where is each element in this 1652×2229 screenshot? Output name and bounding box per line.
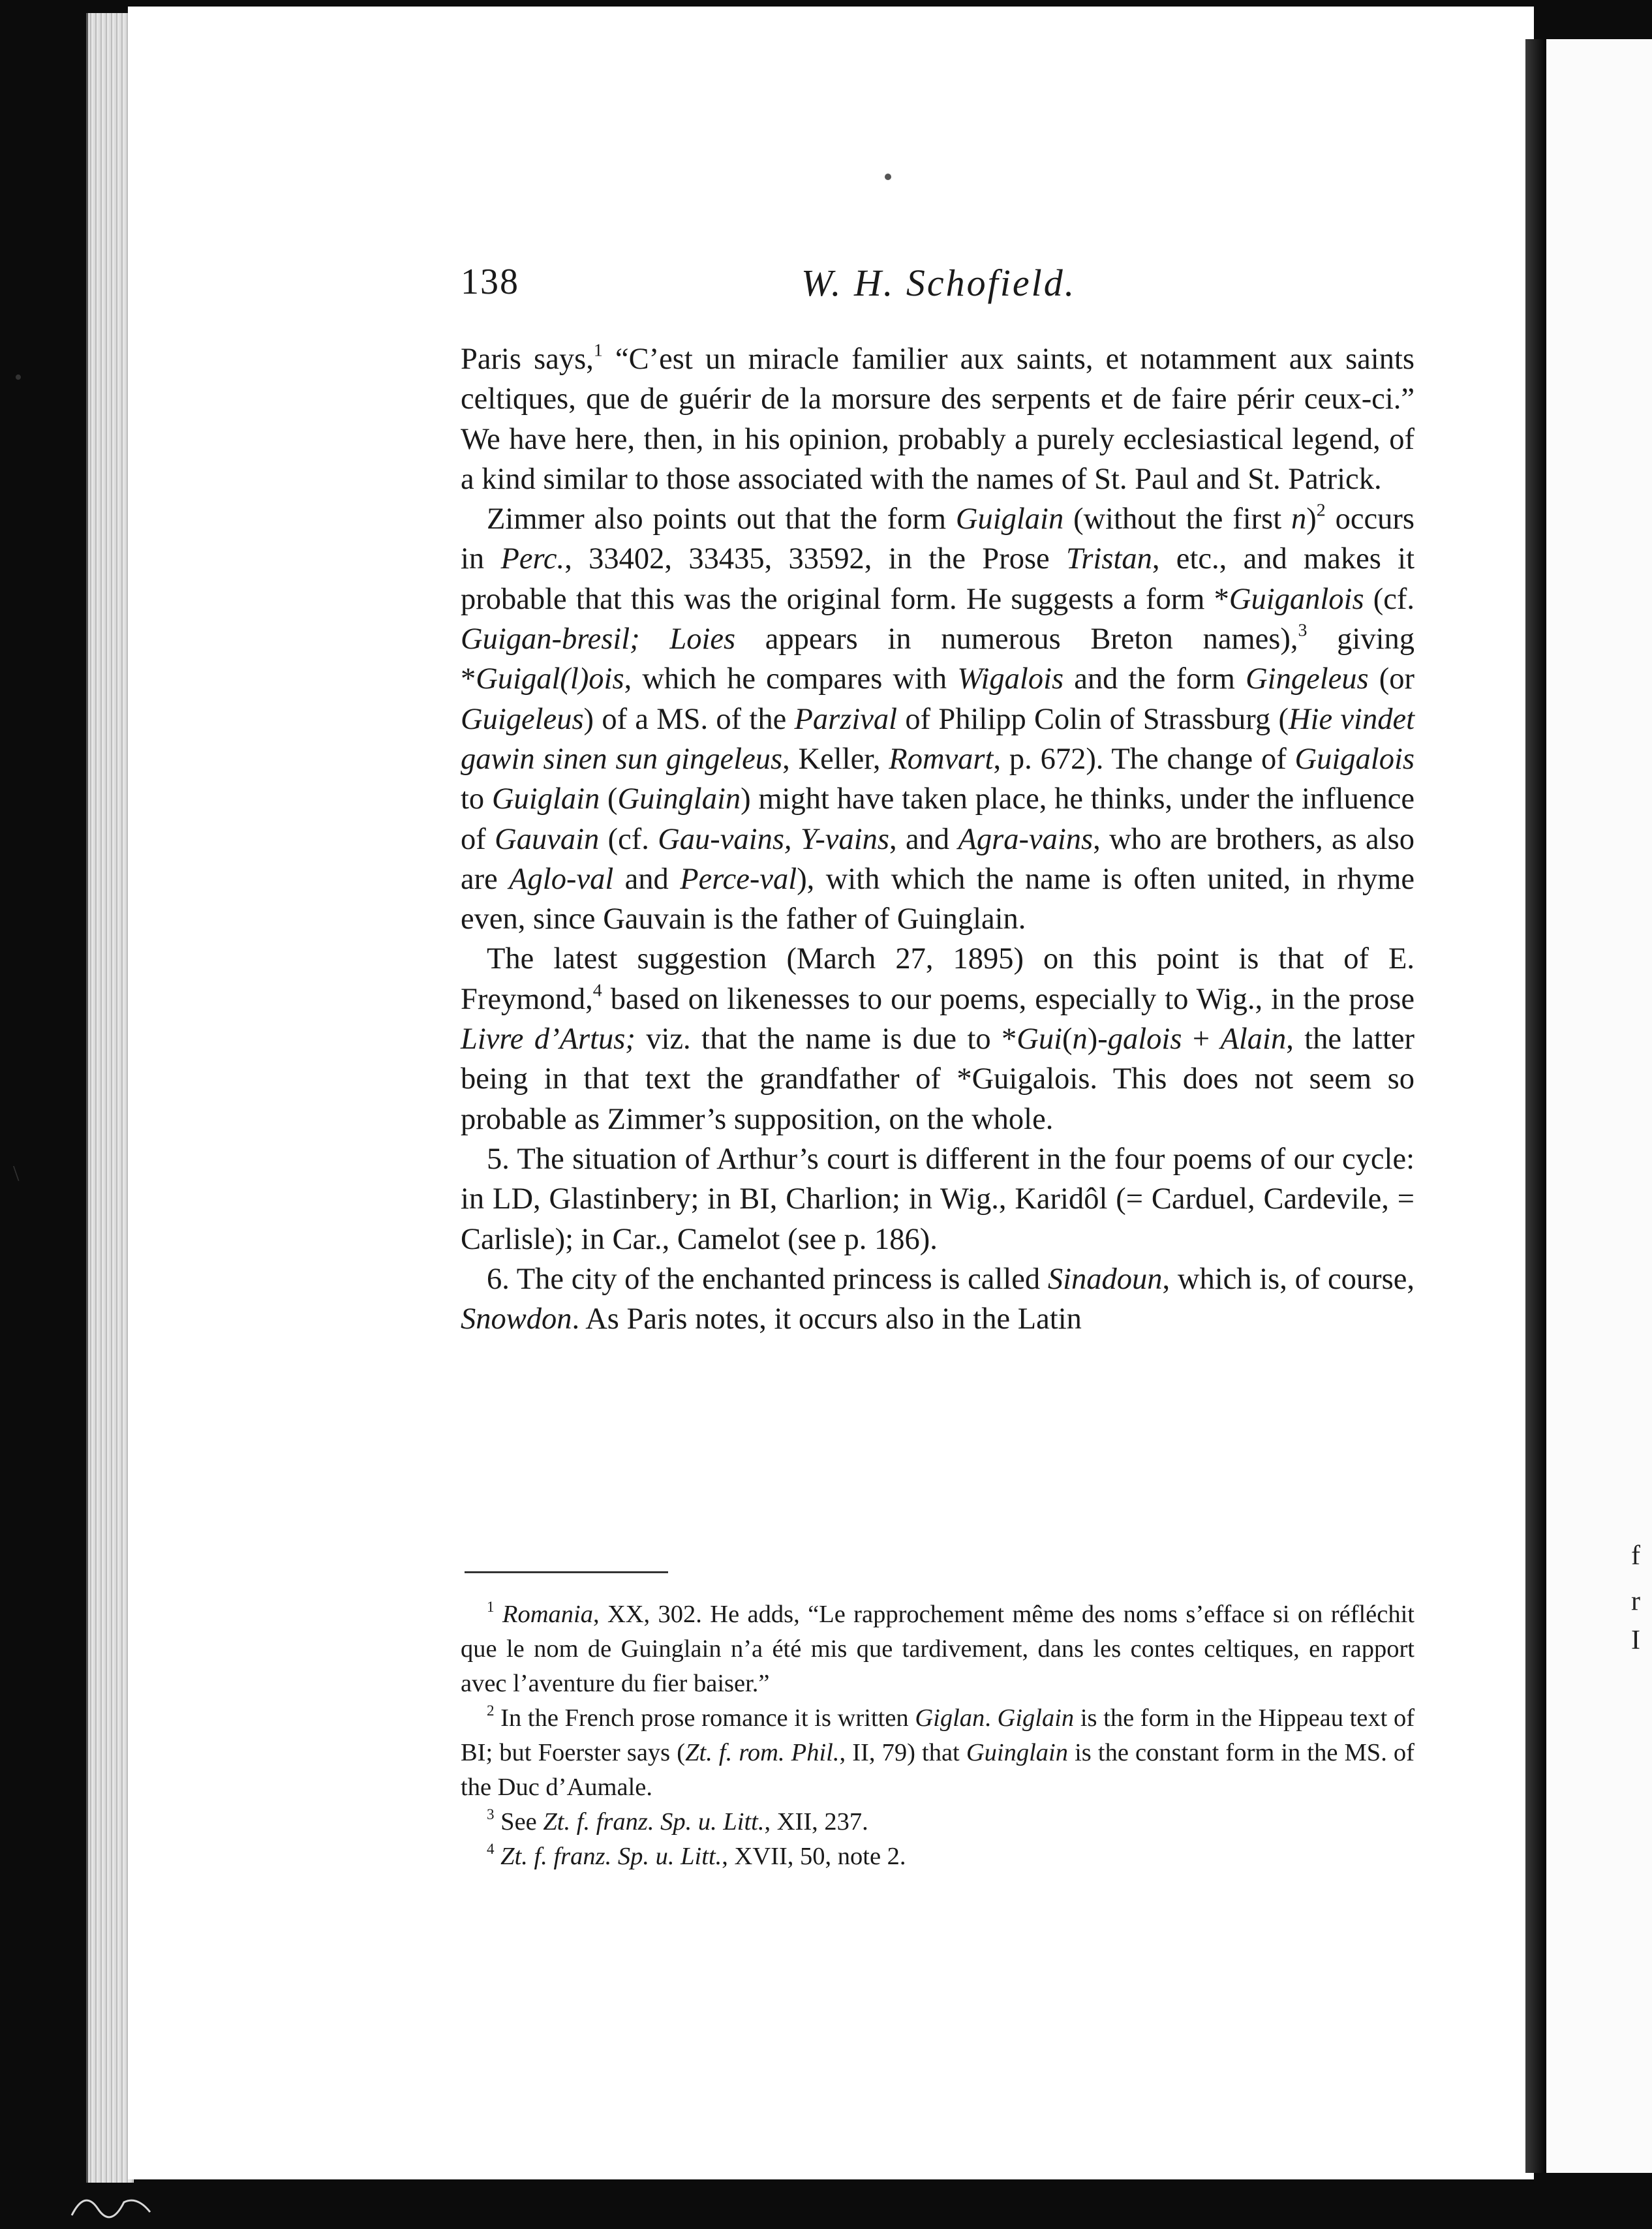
margin-scribble	[65, 2183, 157, 2222]
text: Paris says,	[461, 343, 594, 376]
text: (cf.	[1364, 582, 1415, 616]
body-text	[461, 339, 1415, 1339]
next-page-fragment: f	[1631, 1541, 1640, 1571]
text: viz. that the name is due to *	[635, 1022, 1017, 1056]
italic-text: Guiglain	[955, 502, 1064, 536]
text: , and	[889, 822, 958, 856]
text: giving *	[461, 623, 1415, 696]
text: is the form in the Hippeau text of BI; but Foerster says (	[461, 1704, 1415, 1766]
footnote-ref: 3	[1298, 620, 1308, 641]
italic-text: Snowdon	[461, 1302, 572, 1336]
spine-shadow	[1525, 39, 1546, 2173]
italic-text: galois	[1107, 1022, 1182, 1056]
footnote	[461, 1701, 1415, 1805]
edge-speck: •	[14, 365, 22, 390]
italic-text: Guiglain	[491, 782, 600, 816]
text: to	[461, 782, 492, 816]
footnote	[461, 1839, 1415, 1874]
text: (	[600, 782, 618, 816]
text: , p. 672). The change of	[993, 742, 1295, 776]
italic-text: Alain	[1220, 1022, 1287, 1056]
italic-text: Romania	[502, 1601, 593, 1628]
italic-text: Guigan-bresil; Loies	[461, 623, 736, 656]
text: , who are brothers, as also are	[461, 822, 1415, 896]
text: )-	[1087, 1022, 1108, 1056]
footnote-ref: 1	[593, 340, 603, 361]
italic-text: Gauvain	[495, 822, 600, 856]
footnote-number: 4	[487, 1839, 495, 1857]
text: )	[1306, 502, 1317, 536]
text: The latest suggestion (March 27, 1895) on this point is that of E. Freymond,	[461, 942, 1415, 1016]
text: (or	[1368, 662, 1415, 696]
text: , Keller,	[782, 742, 889, 776]
text: (without the first	[1063, 502, 1292, 536]
text: , XII, 237.	[764, 1808, 868, 1836]
italic-text: Zt. f. rom. Phil.	[685, 1739, 840, 1766]
text: , etc., and makes it probable that this was the original form. He suggests a form *	[461, 542, 1415, 616]
text: , the latter being in that text the grandfather of *Guigalois. This does not seem so probable as Zimmer’s supposition, on the whole.	[461, 1022, 1415, 1136]
paragraph	[461, 339, 1415, 499]
text: +	[1182, 1022, 1221, 1056]
italic-text: Perc.	[500, 542, 565, 576]
text: .	[985, 1704, 998, 1732]
text: of Philipp Colin of Strassburg (	[897, 702, 1289, 736]
text: based on likenesses to our poems, especially to Wig., in the prose	[602, 982, 1415, 1016]
text: (cf.	[599, 822, 658, 856]
text: See	[494, 1808, 543, 1836]
text: “C’est un miracle familier aux saints, et notamment aux saints celtiques, que de guérir de la morsure des serpents et de faire périr ceux-ci.” We have here, then, in his opinion, probably a purely ecclesiastical legend, of a kind similar to those associated with the names of St. Paul and St. Patrick.	[461, 343, 1415, 496]
text: , XX, 302. He adds, “Le rapprochement même des noms s’efface si on réfléchit que le nom de Guinglain n’a été mis que tardivement, dans les contes celtiques, en rapport avec l’aventure du fier baiser.”	[461, 1601, 1415, 1697]
italic-text: Zt. f. franz. Sp. u. Litt.	[500, 1843, 722, 1870]
text: occurs in	[461, 502, 1415, 576]
italic-text: Hie vindet gawin sinen sun gingeleus	[461, 702, 1415, 776]
italic-text: Zt. f. franz. Sp. u. Litt.	[543, 1808, 765, 1836]
running-head	[461, 261, 1420, 320]
text: 6. The city of the enchanted princess is called	[487, 1262, 1048, 1296]
text: ) might have taken place, he thinks, under the influence of	[461, 782, 1415, 856]
next-page-fragment: r	[1631, 1586, 1640, 1616]
italic-text: Guinglain	[617, 782, 741, 816]
text: is the constant form in the MS. of the Duc d’Aumale.	[461, 1739, 1415, 1801]
italic-text: Guigal(l)ois	[476, 662, 624, 696]
text: , which is, of course,	[1162, 1262, 1415, 1296]
footnote-number: 1	[487, 1597, 495, 1615]
text: and the form	[1063, 662, 1246, 696]
italic-text: Agra-vains	[958, 822, 1094, 856]
text: ), with which the name is often united, in rhyme even, since Gauvain is the father of Guinglain.	[461, 862, 1415, 936]
italic-text: Giglain	[997, 1704, 1075, 1732]
text: , 33402, 33435, 33592, in the Prose	[564, 542, 1067, 576]
italic-text: Romvart	[889, 742, 994, 776]
next-page-fragment: I	[1631, 1625, 1640, 1655]
italic-text: Gingeleus	[1246, 662, 1369, 696]
italic-text: Livre d’Artus;	[461, 1022, 635, 1056]
next-page-sliver	[1546, 39, 1652, 2173]
paragraph: 5. The situation of Arthur’s court is different in the four poems of our cycle: in LD, Glastinbery; in BI, Charlion; in Wig., Karidôl (= Carduel, Cardevile, = Carlisle); in Car., Camelot (see p. 186).	[461, 1142, 1415, 1256]
italic-text: Perce-val	[680, 862, 797, 896]
footnote-number: 3	[487, 1805, 495, 1822]
italic-text: Tristan	[1066, 542, 1152, 576]
text: (	[1062, 1022, 1073, 1056]
italic-text: Gui	[1017, 1022, 1063, 1056]
text	[495, 1843, 501, 1870]
footnote-number: 2	[487, 1701, 495, 1719]
page-number: 138	[461, 262, 519, 302]
text: Zimmer also points out that the form	[487, 502, 956, 536]
italic-text: Aglo-val	[509, 862, 614, 896]
text: In the French prose romance it is written	[494, 1704, 915, 1732]
footnote-ref: 4	[592, 980, 602, 1001]
text: and	[613, 862, 681, 896]
edge-speck: \	[13, 1161, 20, 1186]
running-title: W. H. Schofield.	[801, 262, 1077, 304]
text: , XVII, 50, note 2.	[722, 1843, 906, 1870]
print-speck	[885, 174, 891, 180]
page-edges	[86, 13, 134, 2183]
italic-text: Guigalois	[1294, 742, 1415, 776]
paragraph	[461, 1259, 1415, 1340]
footnote-ref: 2	[1316, 500, 1326, 521]
text: , II, 79) that	[839, 1739, 966, 1766]
footnote	[461, 1597, 1415, 1701]
footnotes	[461, 1597, 1415, 1874]
text: ) of a MS. of the	[583, 702, 795, 736]
paragraph	[461, 939, 1415, 1139]
text: , which he compares with	[624, 662, 958, 696]
text: appears in numerous Breton names),	[735, 623, 1298, 656]
italic-text: Gau-vains, Y-vains	[658, 822, 889, 856]
italic-text: Wigalois	[957, 662, 1064, 696]
italic-text: Guigeleus	[461, 702, 584, 736]
footnote	[461, 1805, 1415, 1839]
italic-text: Guinglain	[966, 1739, 1068, 1766]
italic-text: n	[1072, 1022, 1088, 1056]
footnote-rule	[465, 1571, 668, 1573]
italic-text: Parzival	[794, 702, 898, 736]
italic-text: Guiganlois	[1229, 582, 1364, 616]
italic-text: Giglan	[915, 1704, 985, 1732]
text: . As Paris notes, it occurs also in the Latin	[572, 1302, 1082, 1336]
paragraph	[461, 499, 1415, 939]
italic-text: n	[1291, 502, 1307, 536]
italic-text: Sinadoun	[1047, 1262, 1163, 1296]
